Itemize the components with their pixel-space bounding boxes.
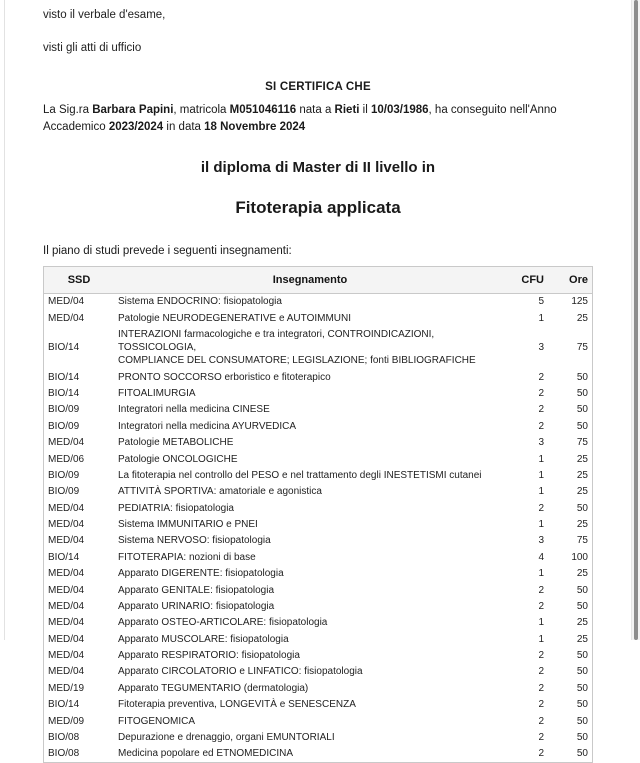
cell-cfu: 1 (538, 312, 544, 324)
cell-ssd: MED/04 (48, 584, 85, 596)
cell-ore: 25 (576, 519, 588, 530)
conferral-date: 18 Novembre 2024 (204, 121, 306, 134)
cell-ssd: MED/04 (48, 312, 85, 324)
cell-cfu: 1 (538, 469, 544, 481)
table-row (44, 435, 593, 451)
table-row (44, 402, 593, 418)
cell-ore: 50 (576, 699, 588, 711)
certification-statement (43, 102, 593, 137)
cert-text-6: in data (163, 121, 205, 134)
cell-insegnamento: Patologie NEURODEGENERATIVE e AUTOIMMUNI (118, 312, 352, 324)
cell-insegnamento: Apparato OSTEO-ARTICOLARE: fisiopatologia (118, 617, 328, 629)
cell-ssd: MED/04 (48, 535, 85, 547)
cell-insegnamento: Depurazione e drenaggio, organi EMUNTORIALI (118, 731, 335, 743)
table-row (44, 697, 593, 713)
cell-cfu: 2 (538, 666, 544, 678)
cell-ore: 50 (576, 731, 588, 743)
cell-ssd: MED/04 (48, 519, 85, 530)
insegnamento-line-1: INTERAZIONI farmacologiche e tra integratori, CONTROINDICAZIONI, TOSSICOLOGIA, (118, 328, 435, 354)
column-header-ore: Ore (548, 266, 593, 293)
cell-insegnamento: Apparato GENITALE: fisiopatologia (118, 584, 275, 596)
cell-insegnamento: PEDIATRIA: fisiopatologia (118, 502, 234, 514)
cell-ssd: BIO/08 (48, 748, 80, 760)
cell-insegnamento: FITOGENOMICA (118, 715, 196, 727)
cert-text-1: La Sig.ra (43, 104, 93, 117)
cell-ssd: MED/04 (48, 650, 85, 661)
cell-insegnamento: FITOTERAPIA: nozioni di base (118, 551, 256, 563)
student-name: Barbara Papini (92, 104, 174, 117)
cell-ore: 75 (576, 342, 588, 354)
cell-insegnamento: Medicina popolare ed ETNOMEDICINA (118, 748, 294, 760)
cell-cfu: 3 (538, 437, 544, 449)
cell-ore: 25 (576, 633, 588, 645)
cell-cfu: 3 (538, 535, 544, 547)
cell-ore: 50 (576, 600, 588, 612)
cell-insegnamento: PRONTO SOCCORSO erboristico e fitoterapico (118, 371, 331, 383)
cell-ssd: MED/09 (48, 715, 85, 727)
cell-ore: 25 (576, 568, 588, 580)
cell-ore: 25 (576, 486, 588, 498)
cell-insegnamento: Apparato RESPIRATORIO: fisiopatologia (118, 650, 300, 661)
table-row (44, 418, 593, 434)
cell-ore: 50 (576, 371, 588, 383)
cell-ore: 75 (576, 535, 588, 547)
cert-text-2: , matricola (173, 104, 230, 117)
cell-insegnamento (114, 326, 506, 369)
cell-cfu: 2 (538, 404, 544, 416)
cell-cfu: 2 (538, 371, 544, 383)
cell-insegnamento: Apparato DIGERENTE: fisiopatologia (118, 568, 284, 580)
cell-cfu: 2 (538, 600, 544, 612)
cell-cfu: 1 (538, 486, 544, 498)
cell-cfu: 2 (538, 420, 544, 432)
cell-ore: 25 (576, 453, 588, 465)
student-birthplace: Rieti (334, 104, 360, 117)
preamble-line-2: visti gli atti di ufficio (43, 41, 142, 54)
cell-cfu: 2 (538, 699, 544, 711)
cell-ssd: BIO/14 (48, 388, 80, 399)
cell-cfu: 3 (538, 342, 544, 354)
document-content (5, 0, 631, 763)
cell-ssd: MED/19 (48, 682, 85, 694)
cell-ssd: BIO/14 (48, 371, 80, 383)
cell-ore: 100 (571, 551, 588, 563)
cell-ore: 125 (571, 296, 588, 308)
preamble-line-1: visto il verbale d'esame, (43, 9, 166, 21)
cert-text-3: nata a (296, 104, 335, 117)
cell-cfu: 2 (538, 502, 544, 514)
cell-ore: 50 (576, 650, 588, 661)
cell-ore: 25 (576, 312, 588, 324)
cell-ore: 50 (576, 502, 588, 514)
cell-ssd: MED/04 (48, 568, 85, 580)
cell-insegnamento: Apparato TEGUMENTARIO (dermatologia) (118, 682, 309, 694)
cell-cfu: 1 (538, 519, 544, 530)
table-row (44, 549, 593, 565)
table-row (44, 729, 593, 745)
cell-cfu: 2 (538, 731, 544, 743)
cert-text-4: il (359, 104, 371, 117)
cell-ore: 25 (576, 617, 588, 629)
certification-heading: SI CERTIFICA CHE (265, 81, 371, 94)
cell-cfu: 2 (538, 584, 544, 596)
column-header-insegnamento: Insegnamento (114, 266, 506, 293)
insegnamento-line-2: COMPLIANCE DEL CONSUMATORE; LEGISLAZIONE; fonti BIBLIOGRAFICHE (118, 355, 476, 367)
cell-insegnamento: Patologie ONCOLOGICHE (118, 453, 238, 465)
cell-ssd: MED/04 (48, 502, 85, 514)
table-row (44, 385, 593, 401)
cell-ssd: BIO/09 (48, 469, 80, 481)
cell-cfu: 2 (538, 682, 544, 694)
cell-ssd: BIO/09 (48, 420, 80, 432)
cell-ore: 25 (576, 469, 588, 481)
cell-ssd: BIO/09 (48, 486, 80, 498)
cell-ssd: BIO/09 (48, 404, 80, 416)
cell-cfu: 2 (538, 748, 544, 760)
cell-insegnamento: FITOALIMURGIA (118, 388, 196, 399)
cell-ssd: MED/04 (48, 296, 85, 308)
cell-ore: 50 (576, 666, 588, 678)
student-matricola: M051046116 (229, 104, 297, 117)
table-row (44, 746, 593, 763)
table-row (44, 293, 593, 310)
cell-ssd: MED/04 (48, 437, 85, 449)
table-row (44, 582, 593, 598)
cell-insegnamento: Patologie METABOLICHE (118, 437, 234, 449)
table-row (44, 326, 593, 369)
table-row (44, 680, 593, 696)
diploma-type: il diploma di Master di II livello in (200, 158, 436, 176)
cell-ssd: BIO/08 (48, 731, 80, 743)
cell-ore: 50 (576, 748, 588, 760)
cell-cfu: 1 (538, 568, 544, 580)
cell-insegnamento: Sistema NERVOSO: fisiopatologia (118, 535, 271, 547)
study-plan-intro: Il piano di studi prevede i seguenti insegnamenti: (43, 244, 292, 257)
scrollbar-thumb[interactable] (634, 0, 638, 640)
diploma-subject: Fitoterapia applicata (235, 197, 401, 217)
cell-ore: 50 (576, 682, 588, 694)
table-row (44, 500, 593, 516)
table-row (44, 516, 593, 532)
cell-insegnamento: Fitoterapia preventiva, LONGEVITÀ e SENESCENZA (118, 699, 356, 711)
cell-ore: 50 (576, 584, 588, 596)
cell-ssd: BIO/14 (48, 699, 80, 711)
cell-insegnamento: Sistema ENDOCRINO: fisiopatologia (118, 296, 282, 308)
document-page (4, 0, 632, 760)
cell-cfu: 2 (538, 715, 544, 727)
curriculum-table (43, 266, 593, 763)
cell-ssd: MED/04 (48, 666, 85, 678)
cell-insegnamento: Apparato CIRCOLATORIO e LINFATICO: fisiopatologia (118, 666, 363, 678)
cell-ssd: BIO/14 (48, 342, 80, 354)
cell-ore: 50 (576, 420, 588, 432)
cell-insegnamento: Integratori nella medicina CINESE (118, 404, 270, 416)
cell-ssd: MED/04 (48, 617, 85, 629)
table-row (44, 598, 593, 614)
cell-insegnamento: Sistema IMMUNITARIO e PNEI (118, 519, 258, 530)
table-row (44, 647, 593, 663)
table-row (44, 484, 593, 500)
table-row (44, 631, 593, 647)
cell-ssd: MED/06 (48, 453, 85, 465)
cell-ssd: MED/04 (48, 633, 85, 645)
table-row (44, 310, 593, 326)
table-row (44, 369, 593, 385)
cell-ore: 75 (576, 437, 588, 449)
column-header-cfu: CFU (506, 266, 548, 293)
cell-cfu: 4 (538, 551, 544, 563)
cell-cfu: 1 (538, 453, 544, 465)
cell-insegnamento: Apparato URINARIO: fisiopatologia (118, 600, 275, 612)
cell-insegnamento: ATTIVITÀ SPORTIVA: amatoriale e agonistica (118, 486, 322, 498)
cell-ore: 50 (576, 404, 588, 416)
academic-year: 2023/2024 (108, 121, 164, 134)
cell-insegnamento: Integratori nella medicina AYURVEDICA (118, 420, 297, 432)
vertical-scrollbar[interactable] (631, 0, 640, 640)
table-row (44, 615, 593, 631)
table-header (44, 266, 593, 293)
cell-cfu: 2 (538, 650, 544, 661)
cell-ssd: MED/04 (48, 600, 85, 612)
cell-cfu: 5 (538, 296, 544, 308)
table-header-row (44, 266, 593, 293)
cell-ore: 50 (576, 715, 588, 727)
table-row (44, 566, 593, 582)
table-body (44, 293, 593, 763)
cell-cfu: 2 (538, 388, 544, 399)
table-row (44, 451, 593, 467)
table-row (44, 467, 593, 483)
cert-text-5: , ha conseguito nell'Anno Accademico (43, 104, 557, 134)
cell-ssd: BIO/14 (48, 551, 80, 563)
table-row (44, 664, 593, 680)
student-birthdate: 10/03/1986 (370, 104, 429, 117)
table-row (44, 533, 593, 549)
cell-cfu: 1 (538, 633, 544, 645)
cell-cfu: 1 (538, 617, 544, 629)
table-row (44, 713, 593, 729)
cell-insegnamento: Apparato MUSCOLARE: fisiopatologia (118, 633, 289, 645)
cell-ore: 50 (576, 388, 588, 399)
column-header-ssd: SSD (44, 266, 115, 293)
cell-insegnamento: La fitoterapia nel controllo del PESO e nel trattamento degli INESTETISMI cutanei (118, 469, 482, 481)
